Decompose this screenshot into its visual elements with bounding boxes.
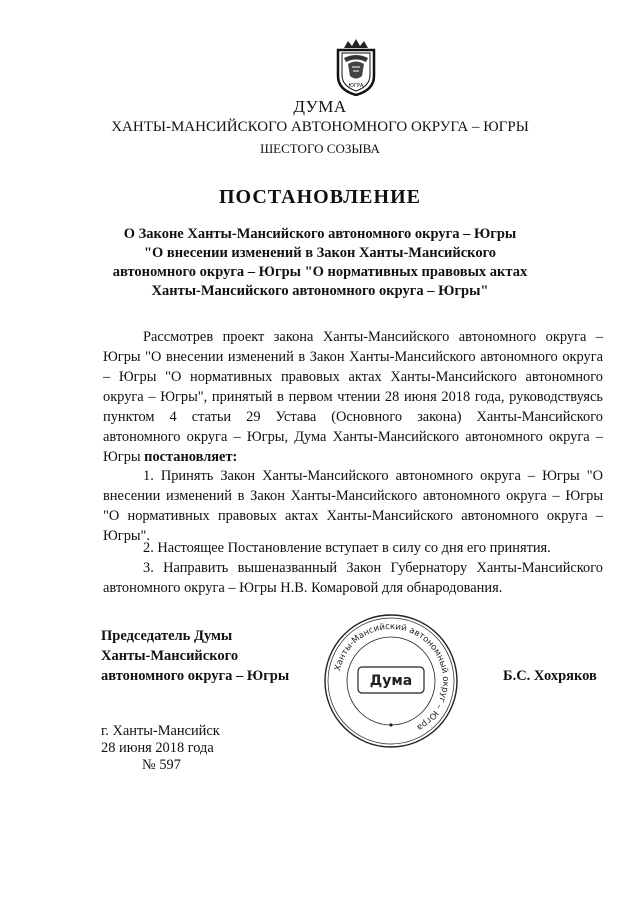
item-3-text: 3. Направить вышеназванный Закон Губернатору Ханты-Мансийского автономного округа – Югры Н.В. Комаровой для обнародования. <box>103 560 603 596</box>
signatory-position <box>101 626 289 686</box>
signatory-name: Б.С. Хохряков <box>503 668 597 684</box>
signatory-position-line: автономного округа – Югры <box>101 668 290 684</box>
subject-line: автономного округа – Югры "О нормативных правовых актах <box>112 264 528 280</box>
item-2-paragraph <box>103 538 603 558</box>
stamp-center-text: Дума <box>369 673 413 689</box>
item-1-text: 1. Принять Закон Ханты-Мансийского автономного округа – Югры "О внесении изменений в Закон Ханты-Мансийского автономного округа – Югры "О нормативных правовых актах Ханты-Мансийского автономного округа – Югры". <box>103 468 603 544</box>
org-convocation: ШЕСТОГО СОЗЫВА <box>260 141 380 156</box>
document-title: ПОСТАНОВЛЕНИЕ <box>219 186 421 208</box>
document-date: 28 июня 2018 года <box>101 740 214 756</box>
item-2-text: 2. Настоящее Постановление вступает в силу со дня его принятия. <box>143 540 551 556</box>
document-city: г. Ханты-Мансийск <box>101 723 220 739</box>
subject-line: О Законе Ханты-Мансийского автономного округа – Югры <box>123 226 517 242</box>
coat-of-arms-emblem <box>332 38 380 96</box>
subject-line: Ханты-Мансийского автономного округа – Югры" <box>151 283 489 299</box>
item-3-paragraph <box>103 558 603 598</box>
document-subject <box>0 225 640 301</box>
preamble-paragraph <box>103 327 603 467</box>
org-name-duma: ДУМА <box>293 97 347 116</box>
stamp-ring-text: Ханты-Мансийский автономный округ – Югра <box>333 621 451 733</box>
signatory-position-line: Председатель Думы <box>101 628 233 644</box>
signatory-position-line: Ханты-Мансийского <box>101 648 239 664</box>
official-stamp <box>322 612 460 750</box>
item-1-paragraph <box>103 466 603 546</box>
subject-line: "О внесении изменений в Закон Ханты-Мансийского <box>143 245 497 261</box>
preamble-bold-end: постановляет: <box>144 449 238 465</box>
emblem-text: ЮГРА <box>348 83 364 89</box>
document-number: № 597 <box>142 757 181 773</box>
org-name-region: ХАНТЫ-МАНСИЙСКОГО АВТОНОМНОГО ОКРУГА – ЮГРЫ <box>111 119 529 135</box>
preamble-text: Рассмотрев проект закона Ханты-Мансийского автономного округа – Югры "О внесении изменений в Закон Ханты-Мансийского автономного округа – Югры "О нормативных правовых актах Ханты-Мансийского автономного округа – Югры", принятый в первом чтении 28 июня 2018 года, руководствуясь пунктом 4 статьи 29 Устава (Основного закона) Ханты-Мансийского автономного округа – Югры, Дума Ханты-Мансийского автономного округа – Югры <box>103 329 603 465</box>
